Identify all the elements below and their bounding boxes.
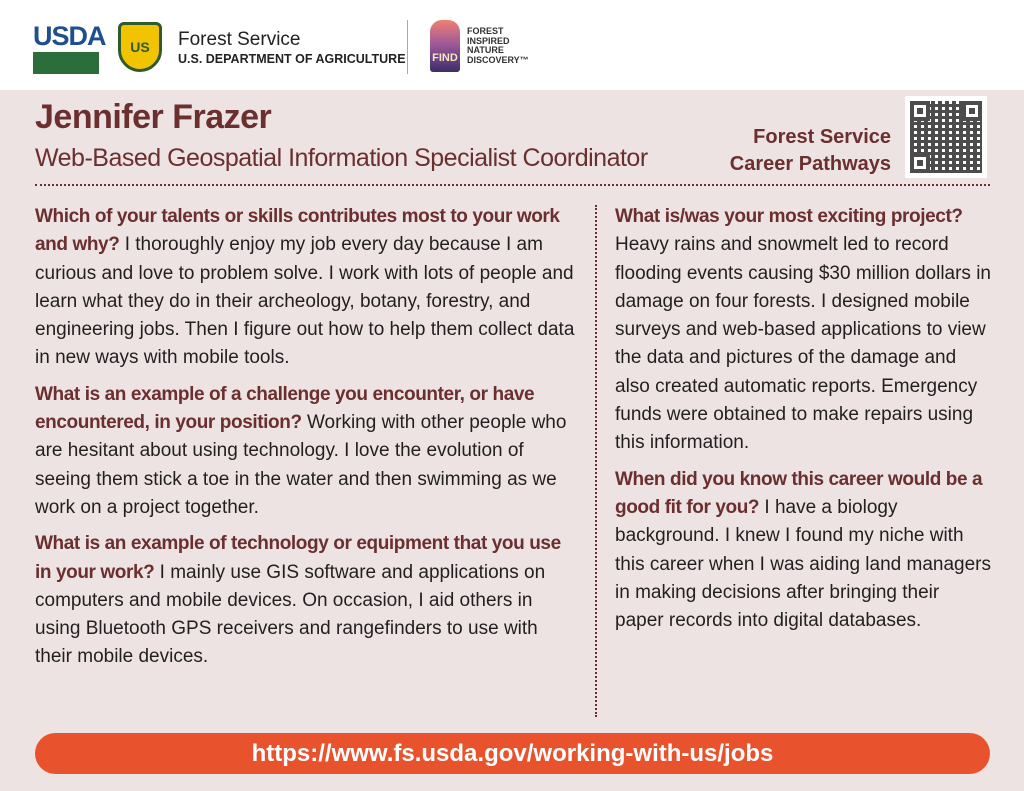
find-logo: FIND	[430, 20, 460, 72]
department-name: U.S. DEPARTMENT OF AGRICULTURE	[178, 52, 406, 66]
right-column	[615, 203, 993, 643]
usda-field-graphic	[33, 52, 99, 74]
dotted-divider-horizontal	[35, 184, 990, 186]
qa-item: When did you know this career would be a good fit for you? I have a biology background. I knew I found my niche with this career when I was aiding land managers in making decisions after bringing their paper records into digital databases.	[615, 468, 991, 632]
header-divider	[407, 20, 408, 74]
qa-item: What is an example of technology or equipment that you use in your work? I mainly use GIS software and applications on computers and mobile devices. On occasion, I aid others in using Bluetooth GPS receivers and rangefinders to use with their mobile devices.	[35, 533, 561, 668]
qr-code[interactable]	[905, 96, 987, 178]
qr-eye	[910, 101, 930, 121]
dotted-divider-vertical	[595, 205, 597, 717]
left-column	[35, 203, 575, 680]
job-title: Web-Based Geospatial Information Specialist Coordinator	[35, 144, 648, 172]
qa-item: What is/was your most exciting project? Heavy rains and snowmelt led to record flooding events causing $30 million dollars in damage on four forests. I designed mobile surveys and web-based applications to view the data and pictures of the damage and also created automatic reports. Emergency funds were obtained to make repairs using this information.	[615, 206, 992, 454]
forest-service-shield-logo: US	[118, 22, 162, 72]
qr-eye	[910, 153, 930, 173]
header	[0, 0, 1024, 90]
agency-name: Forest Service	[178, 29, 301, 50]
find-logo-text: FOREST INSPIRED NATURE DISCOVERY™	[467, 26, 529, 65]
qr-eye	[962, 101, 982, 121]
qa-item: Which of your talents or skills contributes most to your work and why? I thoroughly enjoy my job every day because I am curious and love to problem solve. I work with lots of people and learn what they do in their archeology, botany, forestry, and engineering jobs. Then I figure out how to help them collect data in new ways with mobile tools.	[35, 206, 575, 369]
career-pathways-label: Forest Service Career Pathways	[729, 126, 891, 175]
usda-logo: USDA	[33, 22, 99, 72]
qa-item: What is an example of a challenge you encounter, or have encountered, in your position? Working with other people who are hesitant about using technology. I love the evolution of seeing them stick a toe in the water and then swimming as we work on a project together.	[35, 383, 567, 518]
jobs-url-link[interactable]: https://www.fs.usda.gov/working-with-us/jobs	[35, 733, 990, 774]
person-name: Jennifer Frazer	[35, 98, 272, 136]
